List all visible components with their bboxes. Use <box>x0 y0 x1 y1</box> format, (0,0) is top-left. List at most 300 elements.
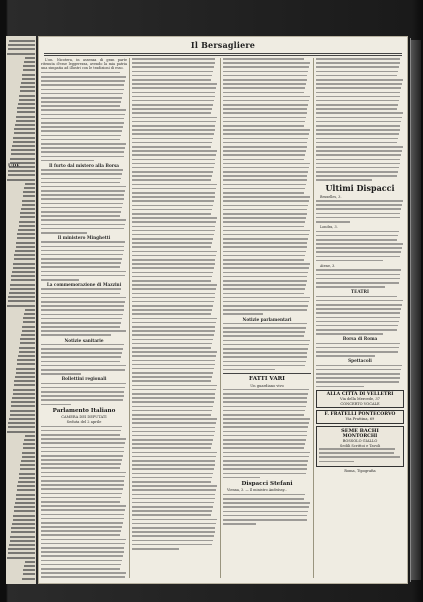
strip-text-line <box>25 561 35 563</box>
text-line <box>316 333 383 335</box>
strip-text-line <box>20 86 35 88</box>
text-line <box>316 204 402 206</box>
text-block <box>223 389 311 479</box>
text-line <box>316 92 400 94</box>
text-line <box>41 76 126 78</box>
text-line <box>316 75 397 77</box>
text-line <box>316 133 399 135</box>
text-line <box>316 355 375 357</box>
advert-seme-bachi-title: SEME BACHI <box>341 427 379 434</box>
text-line <box>41 322 121 324</box>
text-line <box>316 286 385 288</box>
text-line <box>132 66 214 68</box>
text-line <box>223 422 309 424</box>
strip-text-line <box>11 149 35 151</box>
text-line <box>132 473 213 475</box>
text-line <box>41 258 122 260</box>
text-line <box>41 135 121 137</box>
text-line <box>316 208 401 210</box>
text-line <box>41 467 120 469</box>
text-line <box>316 112 403 114</box>
strip-text-line <box>23 65 35 67</box>
parliament-chamber: CAMERA DEI DEPUTATI <box>61 415 107 420</box>
strip-text-line <box>17 485 35 487</box>
text-line <box>223 361 306 363</box>
text-line <box>223 75 307 77</box>
strip-text-line <box>19 99 35 101</box>
text-line <box>41 365 126 367</box>
text-line <box>41 114 125 116</box>
text-line <box>223 340 310 342</box>
text-line <box>316 239 397 241</box>
text-line <box>316 163 400 165</box>
strip-text-line <box>10 540 35 542</box>
text-line <box>316 308 401 310</box>
strip-text-line <box>10 536 35 538</box>
text-line <box>41 224 125 226</box>
text-line <box>132 79 211 81</box>
text-line <box>132 385 217 387</box>
text-line <box>132 171 213 173</box>
text-line <box>132 309 212 311</box>
strip-text-line <box>12 397 35 399</box>
advert-pontecorvo-address: Via Frattina, 69 <box>345 417 375 422</box>
text-line <box>316 138 398 140</box>
strip-text-line <box>16 242 35 244</box>
text-line <box>223 209 307 211</box>
advert-pontecorvo <box>316 410 404 424</box>
text-line <box>41 451 124 453</box>
strip-text-line <box>25 57 35 59</box>
text-line <box>132 485 217 487</box>
text-line <box>41 275 125 277</box>
text-line <box>223 133 309 135</box>
text-line <box>223 71 308 73</box>
text-line <box>223 393 308 395</box>
text-line <box>316 221 350 223</box>
strip-text-line <box>24 565 35 567</box>
text-line <box>316 87 401 89</box>
strip-text-line <box>23 69 35 71</box>
text-line <box>132 175 212 177</box>
text-line <box>316 150 402 152</box>
text-line <box>132 159 215 161</box>
text-line <box>132 154 216 156</box>
text-line <box>223 426 308 428</box>
strip-text-line <box>13 263 35 265</box>
text-line <box>41 89 124 91</box>
text-line <box>223 515 307 517</box>
text-block <box>41 426 127 580</box>
text-line <box>316 282 399 284</box>
text-line <box>223 297 310 299</box>
section-heading: Bollettini regionali <box>61 376 107 382</box>
column-2 <box>132 58 218 580</box>
text-line <box>316 159 400 161</box>
strip-text-line <box>10 288 35 290</box>
text-line <box>132 368 214 370</box>
text-line <box>41 211 121 213</box>
text-line <box>132 343 212 345</box>
strip-text-line <box>10 158 35 160</box>
strip-text-line <box>7 431 35 433</box>
strip-text-line <box>10 162 35 164</box>
text-line <box>316 347 399 349</box>
text-line <box>316 274 400 276</box>
text-line <box>132 318 217 320</box>
text-line <box>316 329 397 331</box>
strip-text-line <box>14 128 35 130</box>
text-line <box>132 71 213 73</box>
strip-text-line <box>12 145 35 147</box>
text-line <box>316 296 397 298</box>
text-line <box>316 66 399 68</box>
strip-text-line <box>16 116 35 118</box>
text-line <box>41 518 124 520</box>
text-line <box>132 347 211 349</box>
text-line <box>41 93 123 95</box>
strip-text-line <box>16 246 35 248</box>
text-line <box>316 125 400 127</box>
strip-text-line <box>8 548 35 550</box>
text-line <box>41 151 124 153</box>
text-line <box>132 75 212 77</box>
strip-text-line <box>7 179 35 181</box>
newspaper-page <box>38 36 408 584</box>
advert-velletri-address: Via della Mercede, 37 <box>340 397 380 402</box>
text-line <box>316 83 402 85</box>
text-line <box>41 160 94 162</box>
strip-text-line <box>15 376 35 378</box>
strip-text-line <box>20 216 35 218</box>
column-3 <box>223 58 311 580</box>
text-line <box>41 334 111 336</box>
text-line <box>41 156 124 158</box>
text-line <box>316 373 400 375</box>
text-line <box>223 519 307 521</box>
text-line <box>316 213 400 215</box>
text-line <box>316 235 398 237</box>
text-line <box>132 322 216 324</box>
text-block <box>319 448 401 462</box>
strip-text-line <box>22 200 35 202</box>
text-line <box>41 480 124 482</box>
text-line <box>132 125 215 127</box>
text-block <box>41 72 127 162</box>
strip-text-line <box>24 61 35 63</box>
text-line <box>132 334 214 336</box>
advert-pontecorvo-title: F. FRATELLI PONTECORVO <box>324 411 396 417</box>
text-line <box>223 171 308 173</box>
text-line <box>132 548 179 550</box>
text-line <box>223 184 306 186</box>
text-line <box>223 255 305 257</box>
fatti-vari-heading: FATTI VARI <box>249 376 285 383</box>
text-line <box>316 108 397 110</box>
text-line <box>132 221 216 223</box>
text-line <box>132 100 214 102</box>
strip-text-line <box>23 569 35 571</box>
text-line <box>132 188 216 190</box>
text-line <box>223 272 308 274</box>
text-block <box>316 296 404 335</box>
text-line <box>41 305 124 307</box>
text-line <box>41 198 124 200</box>
strip-text-line <box>23 321 35 323</box>
text-line <box>223 301 309 303</box>
text-line <box>223 414 304 416</box>
text-line <box>316 96 400 98</box>
strip-text-line <box>17 359 35 361</box>
text-line <box>316 325 398 327</box>
text-line <box>132 117 217 119</box>
text-line <box>41 395 124 397</box>
strip-text-line <box>20 464 35 466</box>
text-line <box>223 179 307 181</box>
text-line <box>132 498 215 500</box>
text-line <box>41 147 125 149</box>
text-line <box>41 293 120 295</box>
strip-text-line <box>16 372 35 374</box>
fatti-vari-sub: Un guardiano vivo <box>250 383 284 388</box>
text-block <box>223 323 311 371</box>
text-line <box>223 397 307 399</box>
text-line <box>223 511 308 513</box>
text-line <box>316 365 402 367</box>
text-line <box>41 459 122 461</box>
text-line <box>223 62 310 64</box>
strip-text-line <box>13 515 35 517</box>
text-line <box>223 251 306 253</box>
text-line <box>316 260 383 262</box>
text-line <box>41 387 125 389</box>
text-line <box>41 543 125 545</box>
text-line <box>316 117 402 119</box>
strip-text-line <box>9 544 35 546</box>
text-line <box>132 313 211 315</box>
text-line <box>132 422 216 424</box>
text-line <box>41 361 120 363</box>
strip-text-line <box>16 494 35 496</box>
text-line <box>223 66 309 68</box>
strip-text-line <box>13 137 35 139</box>
text-block <box>41 383 127 406</box>
strip-text-line <box>23 573 35 575</box>
text-line <box>41 530 121 532</box>
text-line <box>132 397 215 399</box>
text-line <box>223 352 307 354</box>
column-1 <box>41 58 127 580</box>
text-line <box>41 97 122 99</box>
advert-seme-bachi <box>316 426 404 467</box>
text-line <box>316 129 400 131</box>
text-line <box>41 288 121 290</box>
text-line <box>132 184 217 186</box>
section-heading: Il furto dal mistero alla Borsa <box>48 162 120 168</box>
text-line <box>223 293 304 295</box>
text-line <box>41 391 124 393</box>
text-line <box>132 464 215 466</box>
text-line <box>132 452 217 454</box>
text-line <box>223 502 310 504</box>
text-block <box>316 343 404 357</box>
text-line <box>41 173 122 175</box>
text-line <box>316 175 397 177</box>
strip-text-line <box>7 305 35 307</box>
strip-text-line <box>20 468 35 470</box>
text-line <box>132 121 216 123</box>
text-line <box>316 217 400 219</box>
text-line <box>132 246 211 248</box>
strip-text-line <box>21 460 35 462</box>
text-line <box>41 314 123 316</box>
text-line <box>132 280 211 282</box>
strip-text-line <box>11 275 35 277</box>
strip-text-line <box>11 527 35 529</box>
strip-text-line <box>8 174 35 176</box>
text-line <box>41 348 123 350</box>
strip-text-line <box>24 187 35 189</box>
text-line <box>223 246 307 248</box>
text-line <box>316 167 399 169</box>
text-block <box>316 58 404 181</box>
text-line <box>132 142 212 144</box>
text-line <box>41 501 120 503</box>
text-line <box>41 497 121 499</box>
strip-text-line <box>17 233 35 235</box>
dispacci-stefani-title: Dispacci Stefani <box>241 480 293 487</box>
strip-text-line <box>8 426 35 428</box>
text-line <box>132 360 215 362</box>
text-line <box>41 178 121 180</box>
text-line <box>223 443 305 445</box>
text-line <box>41 232 87 234</box>
text-line <box>316 317 400 319</box>
text-line <box>223 406 306 408</box>
column-separator <box>220 58 221 578</box>
column-4 <box>316 58 404 580</box>
text-line <box>132 196 215 198</box>
ultimi-dispacci-title: Ultimi Dispacci <box>325 182 395 193</box>
text-line <box>132 297 215 299</box>
text-line <box>132 284 217 286</box>
strip-text-line <box>20 338 35 340</box>
advert-velletri-event: CONCERTO VOCALE <box>340 401 380 406</box>
text-line <box>223 468 307 470</box>
text-line <box>132 527 215 529</box>
text-line <box>316 171 398 173</box>
text-line <box>223 259 304 261</box>
advert-seme-bachi-line: BOSSOLO GIALLO <box>342 439 378 444</box>
text-line <box>223 498 304 500</box>
strip-text-line <box>20 90 35 92</box>
strip-text-line <box>22 330 35 332</box>
text-line <box>316 247 402 249</box>
text-block <box>41 241 127 280</box>
text-line <box>41 241 125 243</box>
strip-text-line <box>22 456 35 458</box>
strip-text-line <box>23 443 35 445</box>
text-line <box>132 150 217 152</box>
text-line <box>132 443 212 445</box>
text-line <box>41 352 122 354</box>
text-line <box>41 493 122 495</box>
parliament-session: Seduta del 2 aprile <box>66 420 102 425</box>
text-line <box>41 447 124 449</box>
text-line <box>41 560 122 562</box>
text-line <box>223 112 307 114</box>
text-line <box>132 389 216 391</box>
text-line <box>132 339 213 341</box>
text-line <box>316 300 403 302</box>
strip-text-line <box>14 258 35 260</box>
strip-text-line <box>13 519 35 521</box>
text-line <box>316 71 398 73</box>
text-line <box>41 442 125 444</box>
strip-text-line <box>8 44 35 46</box>
text-line <box>132 259 215 261</box>
text-line <box>316 142 397 144</box>
text-line <box>132 226 215 228</box>
strip-text-line <box>8 552 35 554</box>
text-line <box>132 494 215 496</box>
text-line <box>41 383 126 385</box>
text-block <box>41 344 127 375</box>
text-line <box>223 79 307 81</box>
text-line <box>223 313 263 315</box>
text-line <box>132 58 215 60</box>
text-line <box>316 243 403 245</box>
text-line <box>132 238 213 240</box>
text-line <box>41 122 124 124</box>
text-line <box>41 262 121 264</box>
strip-text-line <box>21 208 35 210</box>
text-line <box>132 108 212 110</box>
text-line <box>223 234 309 236</box>
strip-text-line <box>14 506 35 508</box>
text-line <box>41 84 124 86</box>
text-line <box>41 534 120 536</box>
text-line <box>132 167 214 169</box>
text-line <box>316 256 400 258</box>
strip-text-line <box>22 578 35 580</box>
text-line <box>223 226 304 228</box>
text-line <box>41 555 123 557</box>
text-line <box>223 335 304 337</box>
strip-text-line <box>21 334 35 336</box>
text-line <box>223 188 305 190</box>
strip-text-line <box>12 523 35 525</box>
text-line <box>223 230 310 232</box>
dispatch-place: Atene, 3. <box>320 264 336 269</box>
text-line <box>132 217 217 219</box>
section-heading: Notizie parlamentari <box>242 316 292 322</box>
text-line <box>132 439 213 441</box>
text-line <box>41 130 122 132</box>
text-line <box>41 399 123 401</box>
text-line <box>41 373 81 375</box>
dispatch-place: Londra, 3. <box>320 225 338 230</box>
text-line <box>223 477 260 479</box>
text-line <box>223 280 307 282</box>
text-block <box>223 494 311 525</box>
strip-text-line <box>22 452 35 454</box>
text-line <box>132 179 211 181</box>
strip-text-line <box>17 237 35 239</box>
footer-imprint: Roma, Tipografia <box>344 468 376 473</box>
dispatch-dateline: Vienna, 3. — Il ministro Andrássy... <box>227 488 288 493</box>
text-line <box>41 572 126 574</box>
